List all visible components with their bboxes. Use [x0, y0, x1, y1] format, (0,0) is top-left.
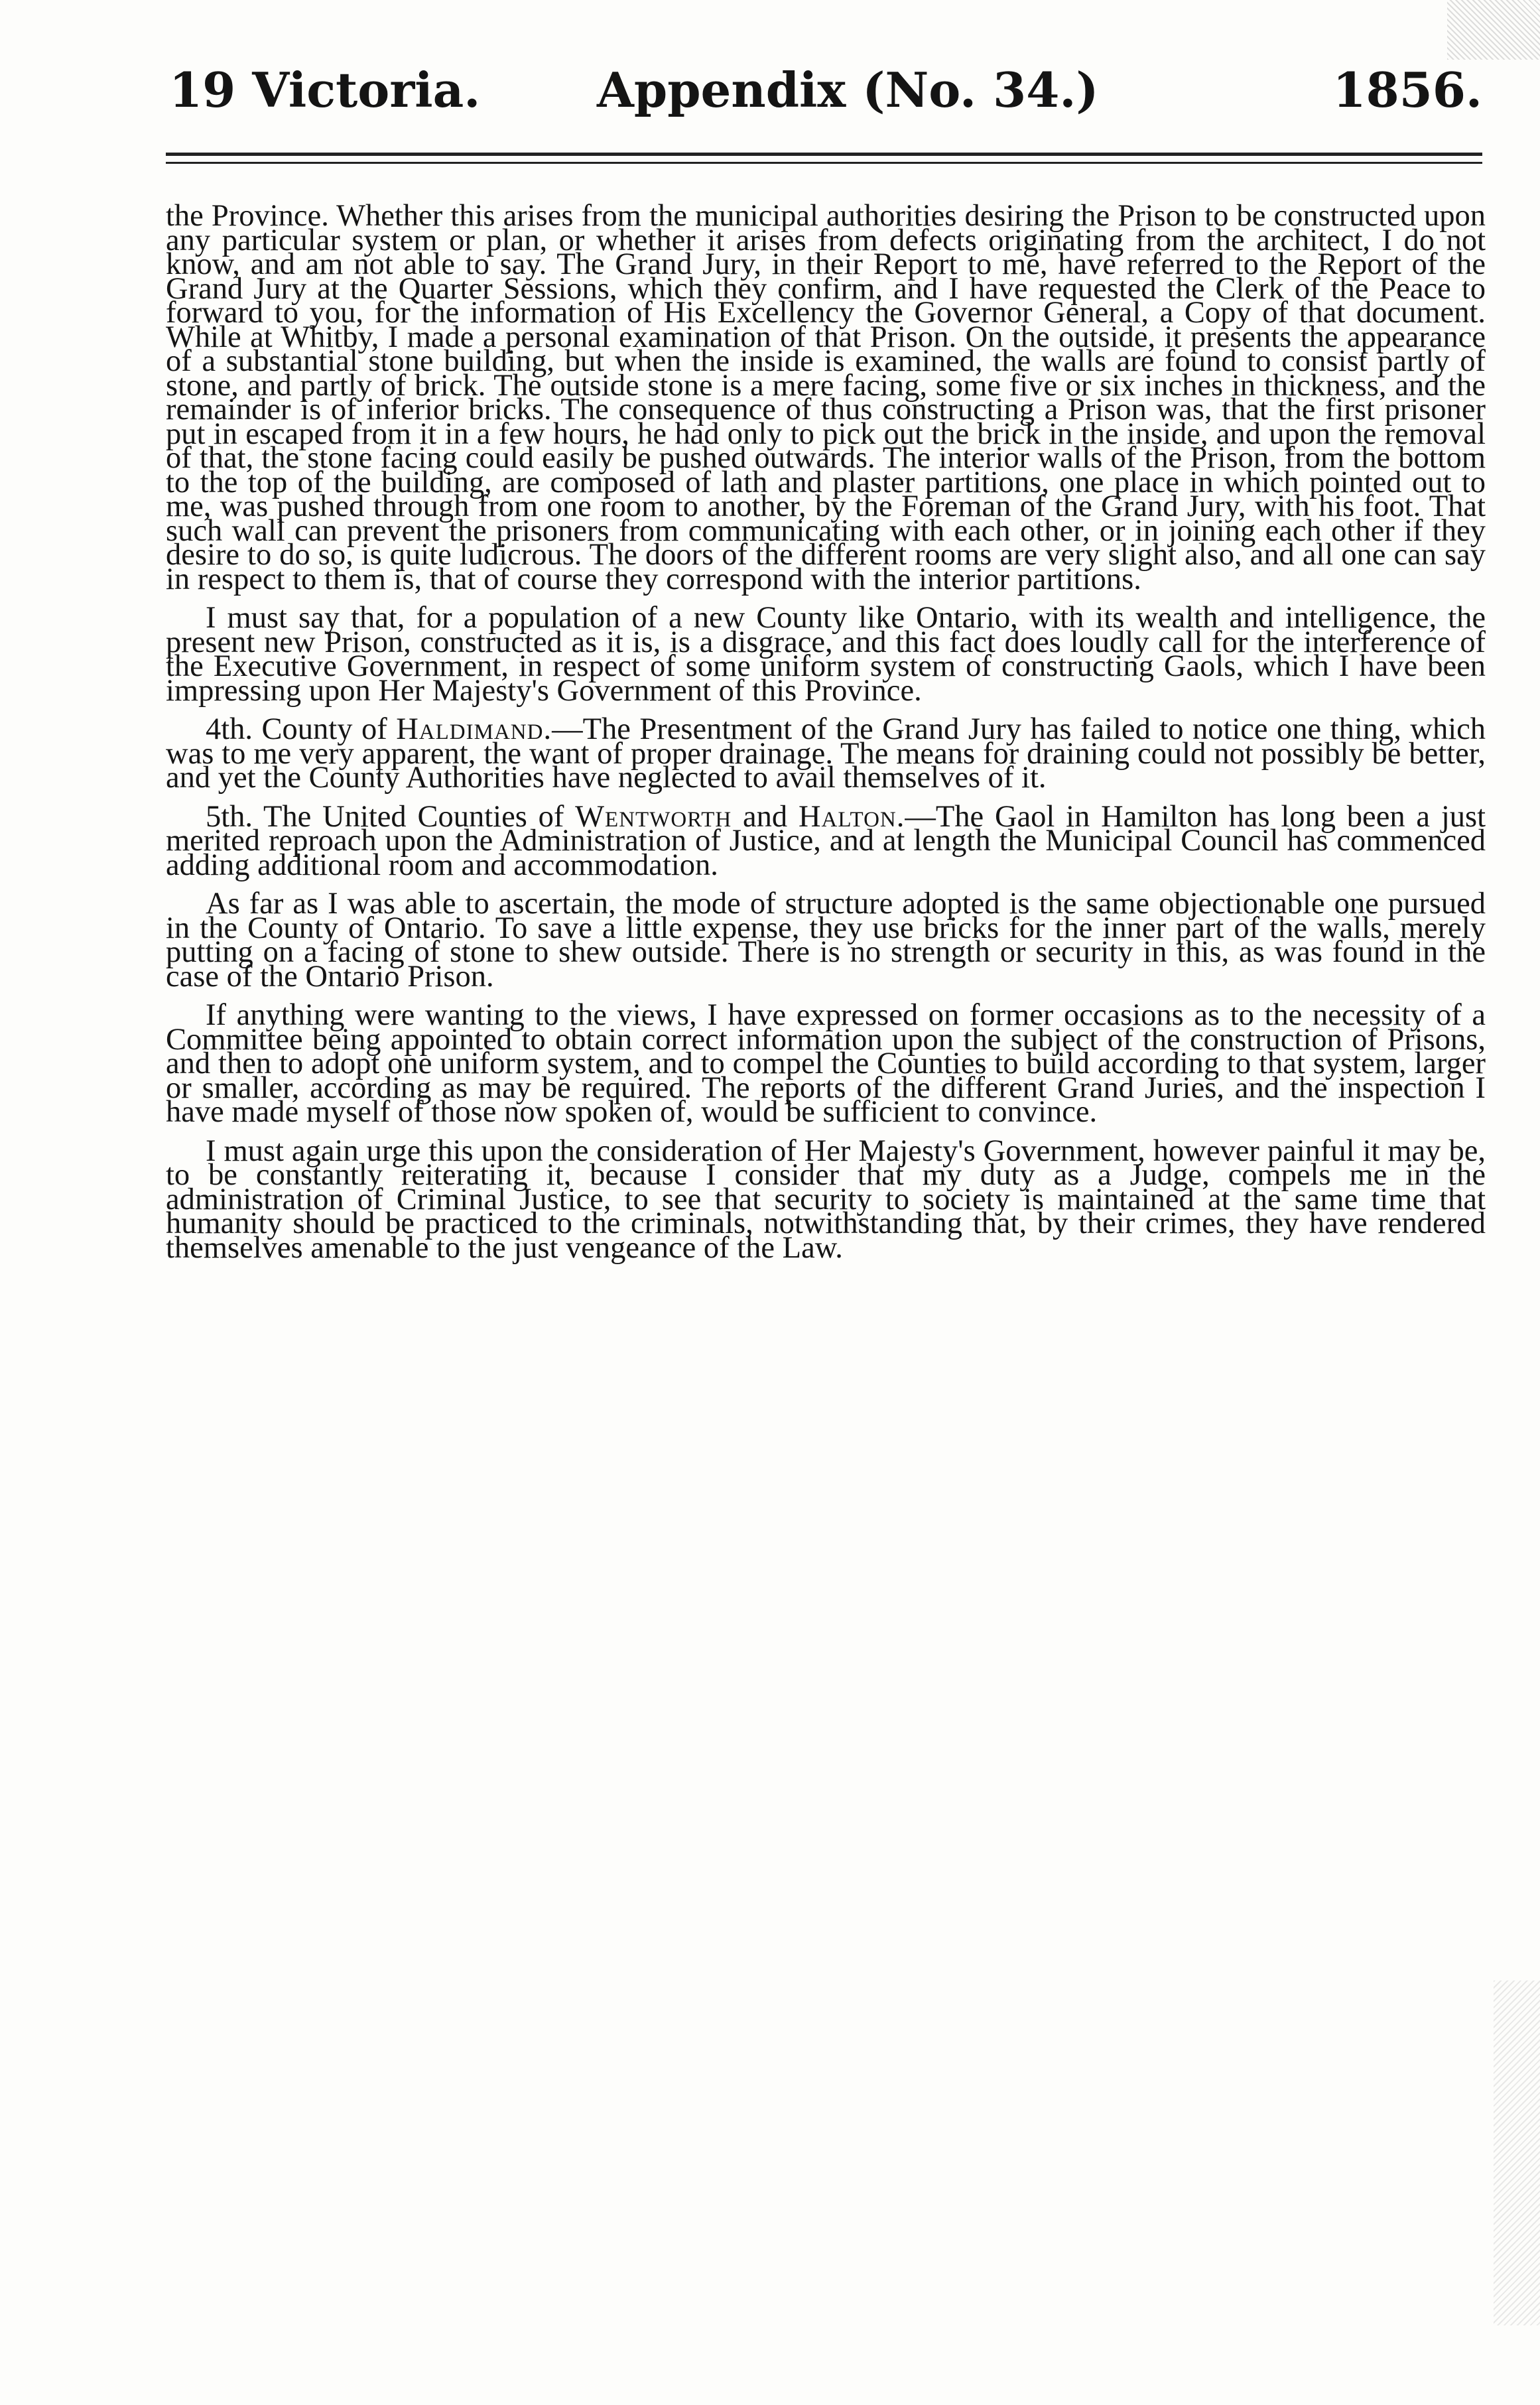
item-number: 4th. [206, 712, 253, 746]
header-appendix: Appendix (No. 34.) [597, 62, 1099, 118]
scan-stain-top [1447, 0, 1540, 60]
paragraph-urge: I must again urge this upon the consideration of Her Majesty's Government, however painful it may be, to be constantly reiterating it, because I consider that my duty as a Judge, compels me in the administration of Criminal Justice, to see that security to society is maintained at the same time that humanity should be practiced to the criminals, notwithstanding that, by their crimes, they have rendered themselves amenable to the just vengeance of the Law. [166, 1134, 1486, 1265]
header-year: 1856. [1332, 62, 1482, 118]
item-prefix: The United Counties of [263, 799, 564, 834]
em-dash: — [905, 799, 936, 834]
em-dash: — [552, 712, 583, 746]
county-name: Halton. [798, 799, 905, 834]
paragraph-continuation: the Province. Whether this arises from the municipal authorities desiring the Prison to be constructed upon any particular system or plan, or whether it arises from defects originating from the architect, I do not know, and am not able to say. The Grand Jury, in their Report to me, have referred to the Report of the Grand Jury at the Quarter Sessions, which they confirm, and I have requested the Clerk of the Peace to forward to you, for the information of His Excellency the Governor General, a Copy of that document. While at Whitby, I made a personal examination of that Prison. On the outside, it presents the appearance of a substantial stone building, but when the inside is examined, the walls are found to consist partly of stone, and partly of brick. The outside stone is a mere facing, some five or six inches in thickness, and the remainder is of inferior bricks. The consequence of thus constructing a Prison was, that the first prisoner put in escaped from it in a few hours, he had only to pick out the brick in the inside, and upon the removal of that, the stone facing could easily be pushed outwards. The interior walls of the Prison, from the bottom to the top of the building, are composed of lath and plaster partitions, one place in which pointed out to me, was pushed through from one room to another, by the Foreman of the Grand Jury, with his foot. That such wall can prevent the prisoners from communicating with each other, or in joining each other if they desire to do so, is quite ludicrous. The doors of the different rooms are very slight also, and all one can say in respect to them is, that of course they correspond with the interior partitions. [166, 199, 1486, 596]
scan-stain-bottom [1494, 1981, 1540, 2325]
header-session: 19 Victoria. [169, 62, 481, 118]
paragraph-wentworth-halton [166, 799, 1486, 882]
item-number: 5th. [206, 799, 253, 834]
paragraph-text: The Gaol in Hamilton has long been a just merited reproach upon the Administration of Justice, and at length the Municipal Council has commenced adding additional room and accommodation. [166, 799, 1486, 882]
paragraph-structure: As far as I was able to ascertain, the mode of structure adopted is the same objectionable one pursued in the County of Ontario. To save a little expense, they use bricks for the inner part of the walls, merely putting on a facing of stone to shew outside. There is no strength or security in this, as was found in the case of the Ontario Prison. [166, 887, 1486, 994]
paragraph-committee: If anything were wanting to the views, I have expressed on former occasions as to the necessity of a Committee being appointed to obtain correct information upon the subject of the construction of Prisons, and then to adopt one uniform system, and to compel the Counties to build according to that system, larger or smaller, according as may be required. The reports of the different Grand Juries, and the inspection I have made myself of those now spoken of, would be sufficient to convince. [166, 998, 1486, 1129]
item-prefix: County of [261, 712, 387, 746]
county-name: Wentworth [575, 799, 732, 834]
paragraph-haldimand [166, 712, 1486, 795]
header-rule-thick [166, 153, 1482, 156]
paragraph-ontario-disgrace: I must say that, for a population of a new County like Ontario, with its wealth and intelligence, the present new Prison, constructed as it is, is a disgrace, and this fact does loudly call for the interference of the Executive Government, in respect of some uniform system of constructing Gaols, which I have been impressing upon Her Majesty's Government of this Province. [166, 601, 1486, 708]
conjunction: and [743, 799, 788, 834]
body-text [166, 199, 1486, 1275]
paragraph-text: The Presentment of the Grand Jury has failed to notice one thing, which was to me very apparent, the want of proper drainage. The means for draining could not possibly be better, and yet the County Authorities have neglected to avail themselves of it. [166, 712, 1486, 795]
running-header [162, 58, 1482, 121]
county-name: Haldimand. [396, 712, 552, 746]
header-rule-thin [166, 162, 1482, 164]
